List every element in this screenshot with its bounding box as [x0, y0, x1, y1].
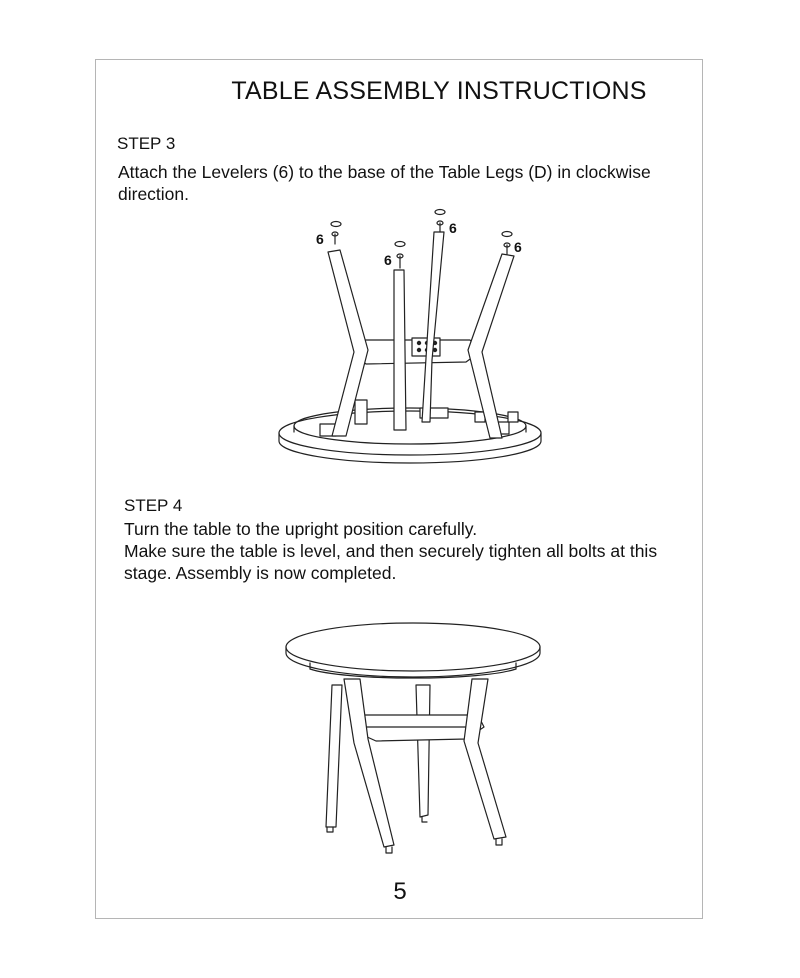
step-3-instructions: [118, 161, 651, 205]
tabletop: [286, 623, 540, 678]
leg-feet: [327, 817, 502, 853]
table-leg-back: [422, 232, 444, 422]
table-leg-center: [394, 270, 406, 430]
levelers: [331, 210, 512, 269]
step-3-line: direction.: [118, 184, 190, 204]
step-3-illustration: [270, 200, 570, 480]
document-title: TABLE ASSEMBLY INSTRUCTIONS: [231, 77, 647, 105]
step-4-line: Make sure the table is level, and then securely tighten all bolts at this: [124, 541, 658, 561]
leveler-callout: 6: [514, 239, 522, 255]
step-4-label: STEP 4: [124, 496, 183, 515]
page-number: 5: [393, 878, 407, 905]
front-leg-left: [344, 679, 394, 847]
leveler-callout: 6: [316, 231, 324, 247]
step-4-line: stage. Assembly is now completed.: [124, 563, 397, 583]
step-3-line: Attach the Levelers (6) to the base of the Table Legs (D) in clockwise: [118, 162, 651, 182]
leveler-callout: 6: [449, 220, 457, 236]
step-4-instructions: [124, 518, 657, 584]
step-3-label: STEP 3: [117, 134, 176, 153]
stretcher-frame: [354, 338, 480, 364]
leveler-callout: 6: [384, 252, 392, 268]
front-leg-right: [464, 679, 506, 839]
table-leg-right: [468, 254, 514, 438]
leveler-callouts: [316, 220, 522, 268]
step-4-line: Turn the table to the upright position carefully.: [124, 519, 478, 539]
step-4-illustration: [280, 615, 550, 860]
